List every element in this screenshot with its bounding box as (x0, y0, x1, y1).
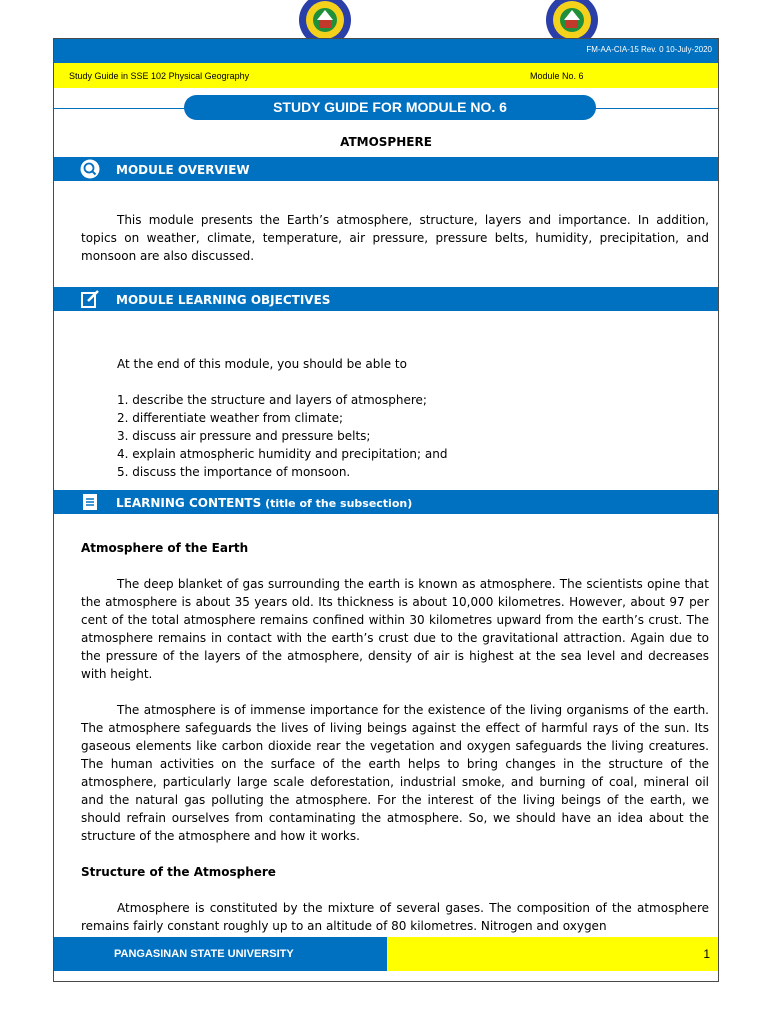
section-bar-objectives (54, 287, 718, 311)
contents-paragraph: The atmosphere is of immense importance for the existence of the living organisms of the earth. The atmosphere safeguards the lives of living beings against the effect of harmful rays of the sun. Its gaseous elements like carbon dioxide rear the vegetation and oxygen safeguards the living creatures. The human activities on the surface of the earth helps to bring changes in the structure of the atmosphere, particularly large scale deforestation, industrial smoke, and burning of coal, mineral oil and the natural gas polluting the atmosphere. For the interest of the living beings of the earth, we should refrain ourselves from contaminating the atmosphere. So, we should have an idea about the structure of the atmosphere and how it works. (81, 703, 709, 843)
page-title: STUDY GUIDE FOR MODULE NO. 6 (184, 95, 596, 120)
form-code: FM-AA-CIA-15 Rev. 0 10-July-2020 (586, 45, 712, 54)
footer-page-bar (387, 937, 719, 971)
section-bar-contents (54, 490, 718, 514)
objective-item: 5. discuss the importance of monsoon. (117, 465, 351, 479)
course-info-bar (54, 63, 718, 88)
form-code-bar (54, 39, 718, 63)
overview-body (81, 211, 709, 265)
objectives-body (81, 355, 709, 481)
overview-text: This module presents the Earth’s atmosphere, structure, layers and importance. In addition, topics on weather, climate, temperature, air pressure, pressure belts, humidity, precipitation, and monsoon are also discussed. (81, 213, 709, 263)
section-bar-overview (54, 157, 718, 181)
subsection-heading: Atmosphere of the Earth (81, 541, 249, 555)
objectives-intro: At the end of this module, you should be able to (117, 357, 407, 371)
footer-university-bar (54, 937, 387, 971)
section-title-objectives: MODULE LEARNING OBJECTIVES (116, 293, 331, 307)
objective-item: 4. explain atmospheric humidity and precipitation; and (117, 447, 448, 461)
page-number: 1 (703, 947, 710, 961)
document-list-icon (80, 492, 100, 512)
contents-title: LEARNING CONTENTS (116, 496, 262, 510)
section-title-overview: MODULE OVERVIEW (116, 163, 250, 177)
contents-body (81, 539, 709, 935)
course-title: Study Guide in SSE 102 Physical Geography (69, 71, 250, 81)
contents-paragraph: The deep blanket of gas surrounding the earth is known as atmosphere. The scientists opine that the atmosphere is about 35 years old. Its thickness is about 10,000 kilometres. However, about 97 per cent of the total atmosphere remains confined within 30 kilometres upward from the earth’s crust. The atmosphere remains in contact with the earth’s crust due to the gravitational attraction. Again due to the pressure of the layers of the atmosphere, density of air is highest at the sea level and decreases with height. (81, 577, 709, 681)
module-number: Module No. 6 (530, 71, 584, 81)
objective-item: 2. differentiate weather from climate; (117, 411, 343, 425)
module-subject: ATMOSPHERE (340, 135, 432, 149)
contents-paragraph: Atmosphere is constituted by the mixture of several gases. The composition of the atmosphere remains fairly constant roughly up to an altitude of 80 kilometres. Nitrogen and oxygen (81, 901, 709, 933)
objective-item: 3. discuss air pressure and pressure belts; (117, 429, 371, 443)
section-title-contents (116, 496, 412, 510)
contents-title-suffix: (title of the subsection) (261, 497, 413, 510)
study-guide-page (53, 38, 719, 982)
subsection-heading: Structure of the Atmosphere (81, 865, 276, 879)
pencil-edit-icon (80, 289, 100, 309)
objective-item: 1. describe the structure and layers of atmosphere; (117, 393, 427, 407)
university-name: PANGASINAN STATE UNIVERSITY (114, 948, 294, 960)
magnifier-icon (80, 159, 100, 179)
